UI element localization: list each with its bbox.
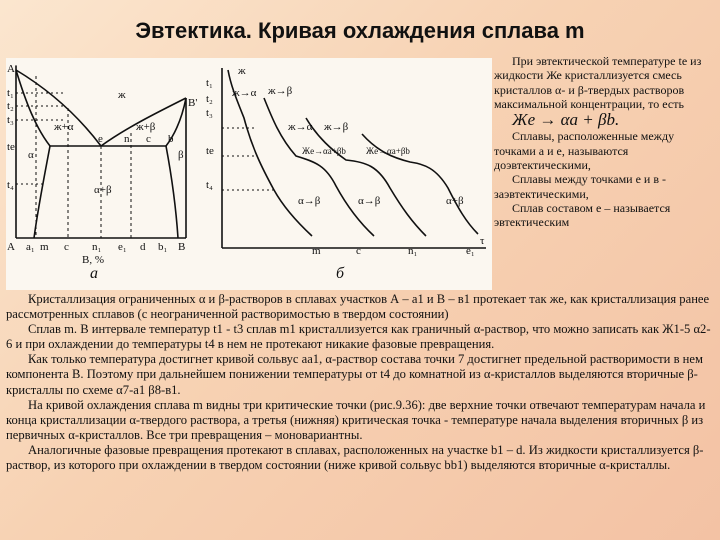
side-paragraph-4: Сплав составом е – называется эвтектическим xyxy=(494,200,671,230)
axis-a1: a₁ xyxy=(26,241,35,253)
region-liquid: ж xyxy=(238,65,246,77)
slide-title: Эвтектика. Кривая охлаждения сплава m xyxy=(135,18,585,43)
axis-n1: n₁ xyxy=(92,241,102,253)
label-A: A xyxy=(7,241,15,253)
curve-n1: n₁ xyxy=(408,245,418,257)
region-alpha-beta-2: α→β xyxy=(358,195,381,207)
axis-B: B xyxy=(178,241,186,253)
axis-b1: b₁ xyxy=(158,241,168,253)
caption-b: б xyxy=(336,265,345,282)
phase-alpha-beta: α+β xyxy=(94,184,112,196)
phase-liquid: ж xyxy=(118,89,126,101)
axis-d: d xyxy=(140,241,146,253)
mid-t3: t₃ xyxy=(206,107,213,119)
point-c: c xyxy=(146,133,151,145)
reaction-2: Жe→αa+βb xyxy=(366,146,410,156)
phase-alpha: α xyxy=(28,149,34,161)
caption-a: а xyxy=(90,265,98,282)
mid-t4: t₄ xyxy=(206,179,213,191)
region-alpha-beta-1: α→β xyxy=(298,195,321,207)
side-paragraph-3: Сплавы между точками е и в - заэвтектическими, xyxy=(494,172,666,201)
label-t3: t₃ xyxy=(7,114,14,126)
side-text xyxy=(494,54,716,230)
label-A-prime: A' xyxy=(7,63,17,75)
point-B-prime: B' xyxy=(188,97,198,109)
reaction-1: Жe→αa+βb xyxy=(302,146,346,156)
axis-c: c xyxy=(64,241,69,253)
label-t2: t₂ xyxy=(7,100,14,112)
label-t1: t₁ xyxy=(7,87,14,99)
point-n: n xyxy=(124,133,130,145)
phase-diagram-figure xyxy=(6,58,492,290)
paragraph-5: Аналогичные фазовые превращения протекают в сплавах, расположенных на участке b1 – d. Из жидкости кристаллизуется β-раствор, из которого при охлаждении в твердом состоянии (ниже кривой сольвус bb1) выделяются вторичные α-кристаллы. xyxy=(6,442,704,473)
axis-unit: B, % xyxy=(82,254,104,266)
side-paragraph-1: При эвтектической температуре tе из жидкости Же кристаллизуется смесь кристаллов α- и β-твердых растворов максимальной концентрации, то есть xyxy=(494,54,702,111)
region-l-beta-2: ж→β xyxy=(324,121,349,133)
phase-liquid-beta: ж+β xyxy=(136,121,156,133)
region-l-beta: ж→β xyxy=(268,85,293,97)
eutectic-formula: Жe → αa + βb. xyxy=(512,110,620,130)
axis-m: m xyxy=(40,241,49,253)
region-l-alpha-2: ж→α xyxy=(288,121,313,133)
phase-beta: β xyxy=(178,149,184,161)
region-l-alpha: ж→α xyxy=(232,87,257,99)
curve-c: c xyxy=(356,245,361,257)
side-paragraph-2: Сплавы, расположенные между точками а и е, называются доэвтектическими, xyxy=(494,129,675,173)
body-text xyxy=(6,292,712,473)
mid-t1: t₁ xyxy=(206,77,213,89)
point-e: e xyxy=(98,133,103,145)
paragraph-1: Кристаллизация ограниченных α и β-растворов в сплавах участков А – а1 и В – в1 протекает так же, как кристаллизация ранее рассмотренных сплавов (с неограниченной растворимостью в твердом состоянии) xyxy=(6,292,710,322)
time-axis: τ xyxy=(480,235,485,247)
paragraph-3: Как только температура достигнет кривой сольвус аа1, α-раствор состава точки 7 достигнет предельной растворимости в нем компонента В. Поэтому при дальнейшем понижении температуры от t4 до комнатной из α-кристаллов выделяются вторичные β-кристаллы по схеме α7-a1 β8-в1. xyxy=(6,352,703,397)
paragraph-2: Сплав m. В интервале температур t1 - t3 сплав m1 кристаллизуется как граничный α-раствор, что можно записать как Ж1-5 α2-6 и при охлаждении до температуры t4 в нем не протекают никакие фазовые превращения. xyxy=(6,322,711,352)
paragraph-4: На кривой охлаждения сплава m видны три критические точки (рис.9.36): две верхние точки отвечают температурам начала и конца кристаллизации α-твердого раствора, а третья (нижняя) критическая точка - температуре начала выделения вторичных β из первичных α-кристаллов. Все три превращения – моновариантны. xyxy=(6,397,706,442)
mid-te: tе xyxy=(206,145,214,157)
phase-liquid-alpha: ж+α xyxy=(54,121,74,133)
curve-e1: e₁ xyxy=(466,245,475,257)
point-b: b xyxy=(168,133,174,145)
region-alpha-plus-beta: α+β xyxy=(446,195,464,207)
axis-e1: e₁ xyxy=(118,241,127,253)
label-t4: t₄ xyxy=(7,179,14,191)
label-te: tе xyxy=(7,141,15,153)
phase-diagram-svg xyxy=(6,58,492,290)
mid-t2: t₂ xyxy=(206,93,213,105)
curve-m: m xyxy=(312,245,321,257)
